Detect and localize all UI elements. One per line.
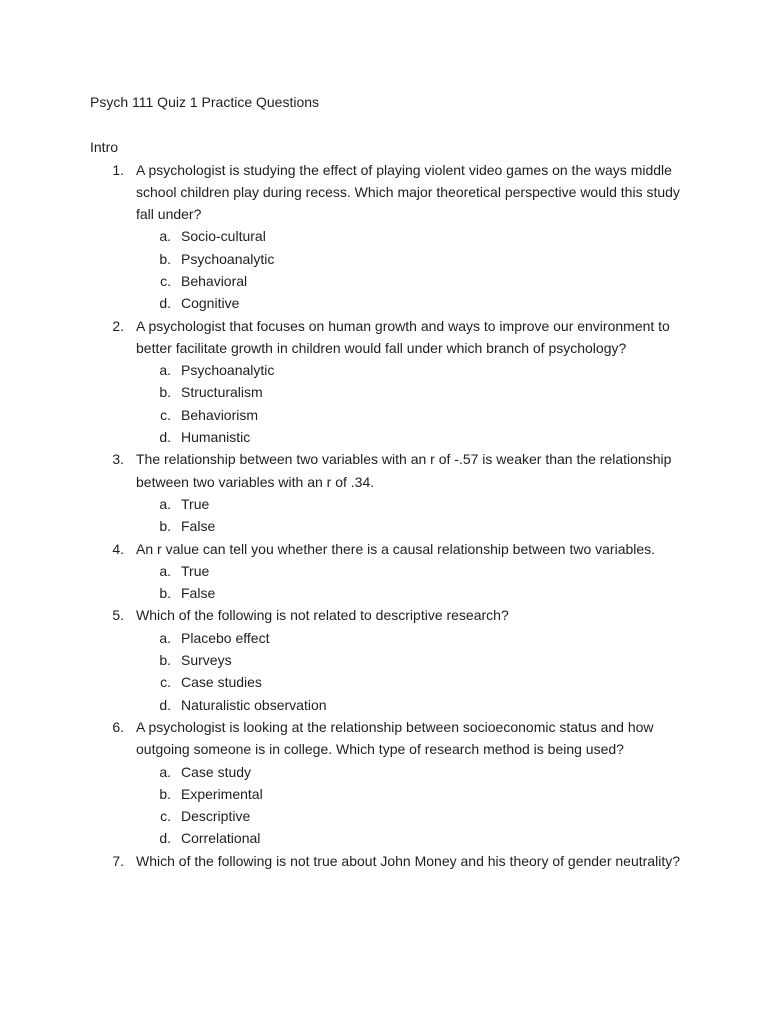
option-text: Descriptive (181, 808, 251, 825)
option-letter: d. (159, 696, 171, 713)
question-text: Which of the following is not related to descriptive research? (136, 607, 509, 624)
option-letter: a. (159, 228, 171, 245)
option-letter: b. (159, 384, 171, 401)
option-text: Cognitive (181, 295, 240, 312)
option-text: Experimental (181, 785, 263, 802)
question-number: 3. (112, 451, 124, 468)
option-letter: b. (159, 652, 171, 669)
option-text: Correlational (181, 830, 261, 847)
answer-option (136, 560, 690, 582)
option-text: Socio-cultural (181, 228, 266, 245)
option-letter: b. (159, 585, 171, 602)
option-letter: b. (159, 518, 171, 535)
option-letter: c. (160, 674, 171, 691)
answer-options (136, 225, 690, 314)
option-letter: b. (159, 250, 171, 267)
question-text: A psychologist is looking at the relationship between socioeconomic status and how outgoing someone is in college. Which type of research method is being used? (136, 718, 654, 758)
answer-option (136, 270, 690, 292)
answer-option (136, 381, 690, 403)
option-text: Case studies (181, 674, 262, 691)
answer-option (136, 627, 690, 649)
option-text: Case study (181, 763, 252, 780)
option-letter: c. (160, 406, 171, 423)
answer-option (136, 515, 690, 537)
option-letter: d. (159, 295, 171, 312)
question-item (90, 716, 690, 850)
option-text: Placebo effect (181, 629, 270, 646)
option-letter: d. (159, 830, 171, 847)
answer-option (136, 649, 690, 671)
option-text: Naturalistic observation (181, 696, 327, 713)
answer-option (136, 359, 690, 381)
question-item (90, 448, 690, 537)
question-text: An r value can tell you whether there is a causal relationship between two variables. (136, 540, 656, 557)
question-number: 2. (112, 317, 124, 334)
answer-option (136, 694, 690, 716)
option-letter: a. (159, 562, 171, 579)
option-text: Behavioral (181, 272, 248, 289)
question-text: A psychologist that focuses on human growth and ways to improve our environment to better facilitate growth in children would fall under which branch of psychology? (136, 317, 670, 356)
answer-options (136, 560, 690, 605)
answer-option (136, 493, 690, 515)
option-text: False (181, 585, 216, 602)
option-letter: c. (160, 808, 171, 825)
answer-option (136, 225, 690, 247)
option-letter: b. (159, 785, 171, 802)
question-text: Which of the following is not true about John Money and his theory of gender neutrality? (136, 852, 680, 869)
question-item (90, 538, 690, 605)
question-list (90, 159, 690, 873)
question-item (90, 315, 690, 449)
section-heading: Intro (90, 139, 119, 155)
answer-option (136, 292, 690, 314)
document-title: Psych 111 Quiz 1 Practice Questions (90, 94, 320, 110)
question-number: 4. (112, 540, 124, 557)
question-number: 1. (112, 161, 124, 178)
answer-option (136, 248, 690, 270)
option-letter: a. (159, 362, 171, 379)
answer-option (136, 761, 690, 783)
option-text: Behaviorism (181, 406, 259, 423)
answer-options (136, 761, 690, 850)
option-text: Humanistic (181, 429, 251, 446)
question-text: A psychologist is studying the effect of playing violent video games on the ways middle school children play during recess. Which major theoretical perspective would this study fall under? (136, 161, 680, 223)
option-letter: a. (159, 495, 171, 512)
answer-option (136, 404, 690, 426)
question-item (90, 850, 690, 872)
question-item (90, 159, 690, 315)
answer-options (136, 493, 690, 538)
option-letter: c. (160, 272, 171, 289)
option-text: Surveys (181, 652, 232, 669)
answer-option (136, 426, 690, 448)
option-letter: d. (159, 429, 171, 446)
answer-options (136, 627, 690, 716)
answer-options (136, 359, 690, 448)
answer-option (136, 805, 690, 827)
option-text: Structuralism (181, 384, 263, 401)
option-text: Psychoanalytic (181, 362, 275, 379)
question-text: The relationship between two variables with an r of -.57 is weaker than the relationship between two variables with an r of .34. (136, 451, 672, 490)
option-text: True (181, 562, 210, 579)
option-text: True (181, 495, 210, 512)
question-number: 5. (112, 607, 124, 624)
question-number: 6. (112, 718, 124, 735)
option-letter: a. (159, 629, 171, 646)
answer-option (136, 827, 690, 849)
option-text: Psychoanalytic (181, 250, 275, 267)
answer-option (136, 671, 690, 693)
option-text: False (181, 518, 216, 535)
answer-option (136, 582, 690, 604)
option-letter: a. (159, 763, 171, 780)
answer-option (136, 783, 690, 805)
question-number: 7. (112, 852, 124, 869)
question-item (90, 604, 690, 715)
